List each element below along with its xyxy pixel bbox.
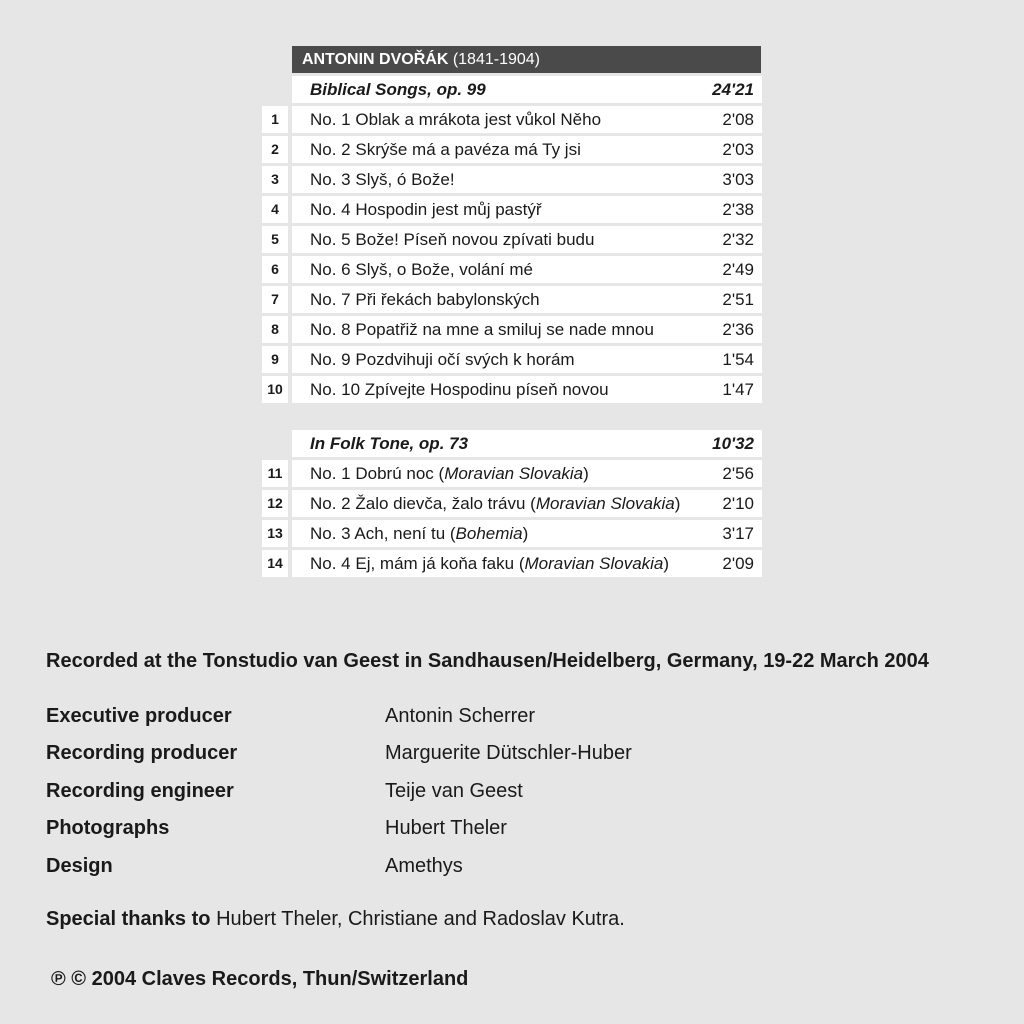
track-row (262, 106, 762, 133)
track-number: 9 (262, 346, 288, 373)
track-row (262, 226, 762, 253)
copyright: ℗ © 2004 Claves Records, Thun/Switzerland (51, 968, 469, 990)
track-title: No. 10 Zpívejte Hospodinu píseň novou (310, 380, 609, 399)
work-title: In Folk Tone, op. 73 (310, 434, 469, 453)
credit-role: Recording engineer (46, 780, 234, 802)
work-duration: 24'21 (712, 80, 754, 99)
track-number: 5 (262, 226, 288, 253)
special-thanks (46, 908, 625, 931)
composer-years: (1841-1904) (452, 51, 540, 68)
credit-row (46, 705, 535, 728)
track-title: No. 6 Slyš, o Bože, volání mé (310, 260, 533, 279)
track-duration: 2'49 (722, 260, 754, 279)
thanks-label: Special thanks to (46, 908, 211, 930)
credit-name: Marguerite Dütschler-Huber (385, 742, 632, 764)
credit-role: Design (46, 855, 113, 877)
track-duration: 1'47 (722, 380, 754, 399)
track-duration: 2'36 (722, 320, 754, 339)
track-duration: 2'09 (722, 554, 754, 573)
track-row (262, 256, 762, 283)
credit-row (46, 855, 463, 878)
credit-name: Antonin Scherrer (385, 705, 536, 727)
track-region: Moravian Slovakia (524, 554, 664, 573)
track-duration: 2'56 (722, 464, 754, 483)
track-number: 2 (262, 136, 288, 163)
credit-row (46, 742, 632, 765)
track-duration: 2'38 (722, 200, 754, 219)
composer-name: ANTONIN DVOŘÁK (302, 51, 449, 68)
track-title: No. 5 Bože! Píseň novou zpívati budu (310, 230, 595, 249)
credit-role: Photographs (46, 817, 170, 839)
track-number: 8 (262, 316, 288, 343)
track-number: 6 (262, 256, 288, 283)
credit-name: Amethys (385, 855, 463, 877)
track-title: No. 9 Pozdvihuji očí svých k horám (310, 350, 575, 369)
credit-role: Recording producer (46, 742, 238, 764)
track-duration: 2'51 (722, 290, 754, 309)
track-title: No. 7 Při řekách babylonských (310, 290, 540, 309)
work-title-row (262, 76, 762, 103)
track-duration: 2'03 (722, 140, 754, 159)
credit-name: Hubert Theler (385, 817, 507, 839)
work-title: Biblical Songs, op. 99 (310, 80, 486, 99)
track-row (262, 316, 762, 343)
track-row (262, 286, 762, 313)
track-row (262, 136, 762, 163)
track-title: No. 3 Ach, není tu (Bohemia) (310, 524, 529, 543)
track-region: Moravian Slovakia (535, 494, 675, 513)
recording-info: Recorded at the Tonstudio van Geest in Sandhausen/Heidelberg, Germany, 19-22 March 2004 (46, 650, 929, 672)
track-row (262, 196, 762, 223)
track-row (262, 166, 762, 193)
track-duration: 2'10 (722, 494, 754, 513)
credit-row (46, 817, 507, 840)
track-title: No. 4 Hospodin jest můj pastýř (310, 200, 542, 219)
track-number: 1 (262, 106, 288, 133)
track-title: No. 3 Slyš, ó Bože! (310, 170, 455, 189)
track-number: 11 (262, 460, 288, 487)
track-duration: 2'32 (722, 230, 754, 249)
track-duration: 1'54 (722, 350, 754, 369)
track-number: 13 (262, 520, 288, 547)
track-duration: 3'03 (722, 170, 754, 189)
work-duration: 10'32 (712, 434, 754, 453)
composer-header (292, 46, 761, 73)
credit-role: Executive producer (46, 705, 232, 727)
track-number: 12 (262, 490, 288, 517)
credit-name: Teije van Geest (385, 780, 523, 802)
track-row (262, 460, 762, 487)
track-number: 10 (262, 376, 288, 403)
track-title: No. 2 Skrýše má a pavéza má Ty jsi (310, 140, 581, 159)
work-title-row (262, 430, 762, 457)
tracklist (262, 46, 762, 577)
track-row (262, 550, 762, 577)
track-duration: 2'08 (722, 110, 754, 129)
track-title: No. 8 Popatřiž na mne a smiluj se nade mnou (310, 320, 654, 339)
track-title: No. 4 Ej, mám já koňa faku (Moravian Slovakia) (310, 554, 670, 573)
track-row (262, 346, 762, 373)
track-row (262, 520, 762, 547)
track-title: No. 2 Žalo dievča, žalo trávu (Moravian Slovakia) (310, 494, 681, 513)
thanks-text: Hubert Theler, Christiane and Radoslav Kutra. (216, 908, 625, 930)
track-number: 14 (262, 550, 288, 577)
track-number: 3 (262, 166, 288, 193)
track-region: Moravian Slovakia (444, 464, 584, 483)
track-region: Bohemia (455, 524, 523, 543)
track-number: 7 (262, 286, 288, 313)
track-duration: 3'17 (722, 524, 754, 543)
track-title: No. 1 Dobrú noc (Moravian Slovakia) (310, 464, 589, 483)
track-row (262, 490, 762, 517)
credit-row (46, 780, 523, 803)
track-row (262, 376, 762, 403)
track-number: 4 (262, 196, 288, 223)
track-title: No. 1 Oblak a mrákota jest vůkol Něho (310, 110, 602, 129)
